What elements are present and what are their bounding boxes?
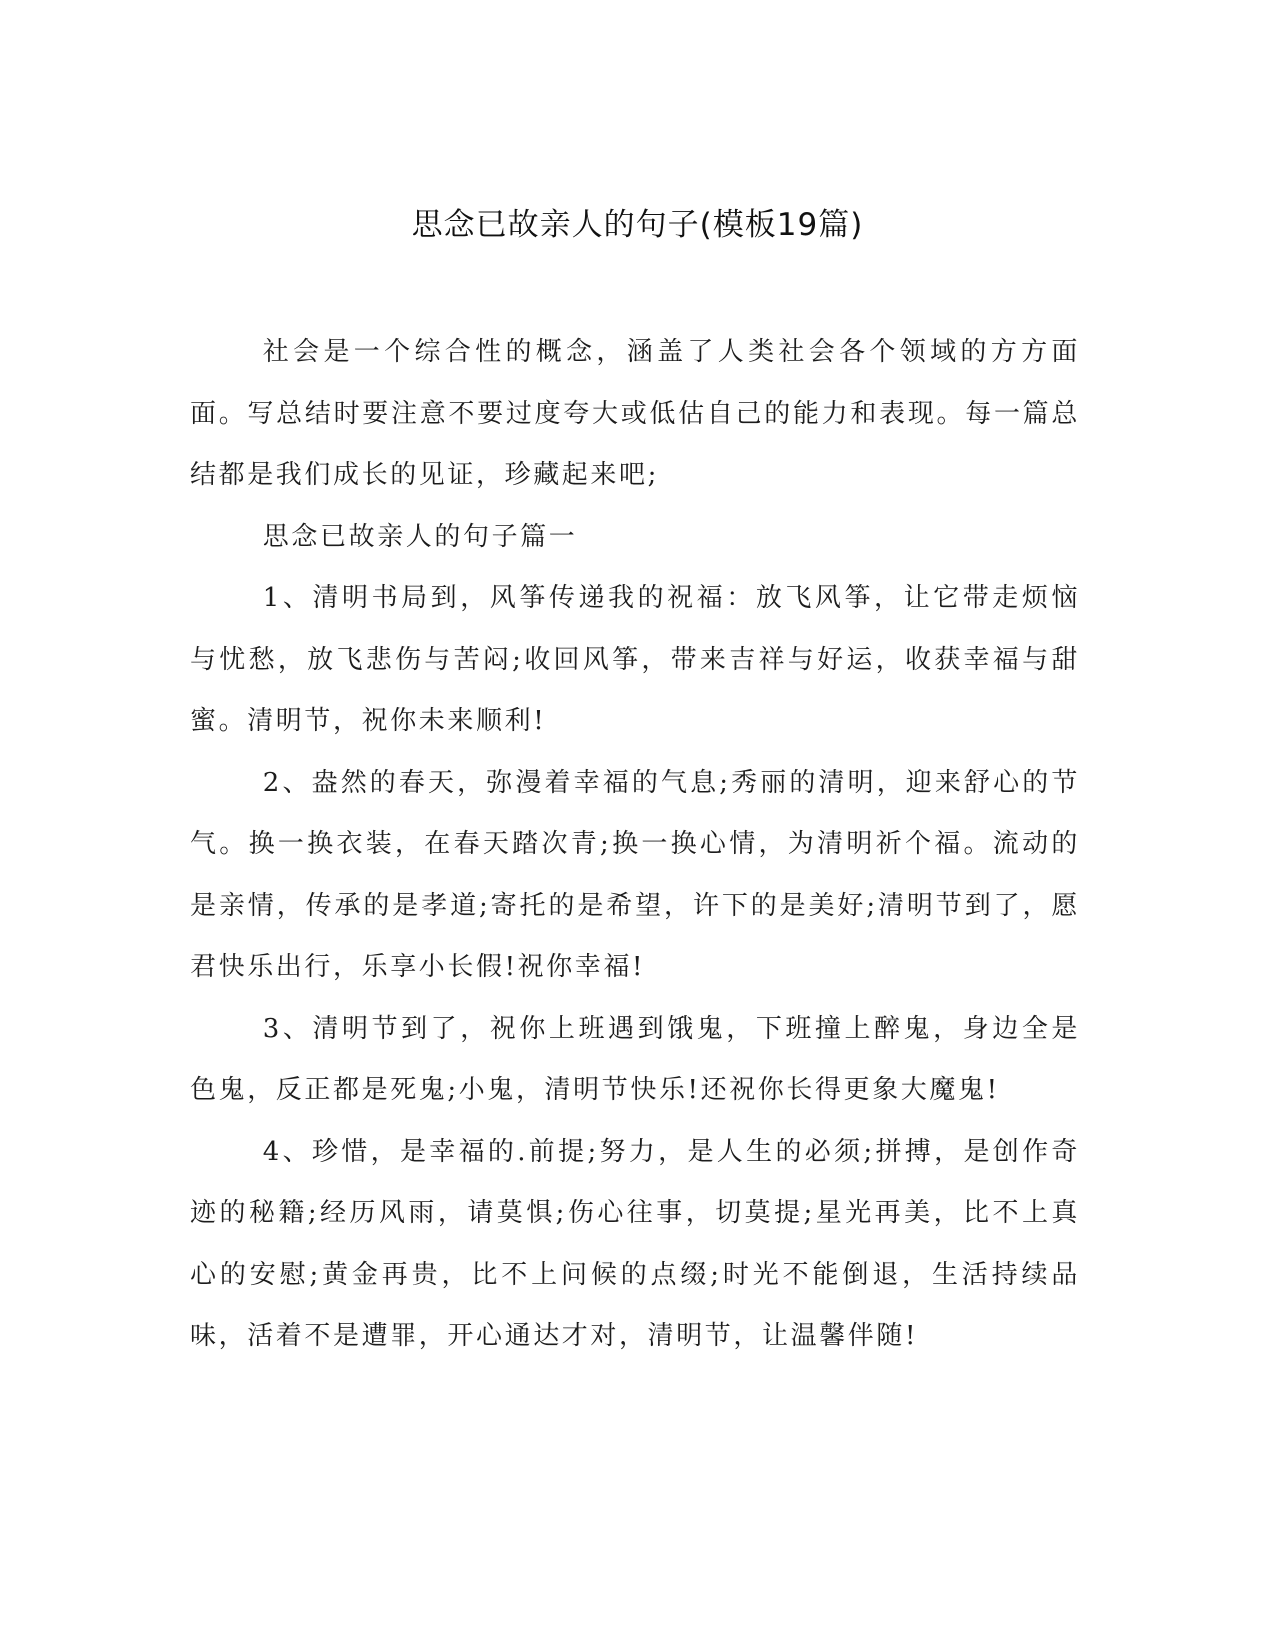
document-title: 思念已故亲人的句子(模板19篇) (411, 207, 864, 243)
sentence-paragraph-4: 4、珍惜，是幸福的.前提;努力，是人生的必须;拼搏，是创作奇迹的秘籍;经历风雨，请莫惧;伤心往事，切莫提;星光再美，比不上真心的安慰;黄金再贵，比不上问候的点缀;时光不能倒退，生活持续品味，活着不是遭罪，开心通达才对，清明节，让温馨伴随! (190, 1136, 1080, 1351)
sentence-paragraph-1: 1、清明书局到，风筝传递我的祝福：放飞风筝，让它带走烦恼与忧愁，放飞悲伤与苦闷;收回风筝，带来吉祥与好运，收获幸福与甜蜜。清明节，祝你未来顺利! (190, 583, 1080, 736)
sentence-paragraph-3: 3、清明节到了，祝你上班遇到饿鬼，下班撞上醉鬼，身边全是色鬼，反正都是死鬼;小鬼，清明节快乐!还祝你长得更象大魔鬼! (190, 1013, 1080, 1105)
sentence-paragraph-2: 2、盎然的春天，弥漫着幸福的气息;秀丽的清明，迎来舒心的节气。换一换衣装，在春天踏次青;换一换心情，为清明祈个福。流动的是亲情，传承的是孝道;寄托的是希望，许下的是美好;清明节到了，愿君快乐出行，乐享小长假!祝你幸福! (190, 767, 1080, 982)
document-body (190, 322, 1080, 1368)
section-heading: 思念已故亲人的句子篇一 (262, 521, 578, 552)
intro-paragraph: 社会是一个综合性的概念，涵盖了人类社会各个领域的方方面面。写总结时要注意不要过度夸大或低估自己的能力和表现。每一篇总结都是我们成长的见证，珍藏起来吧; (190, 337, 1080, 490)
